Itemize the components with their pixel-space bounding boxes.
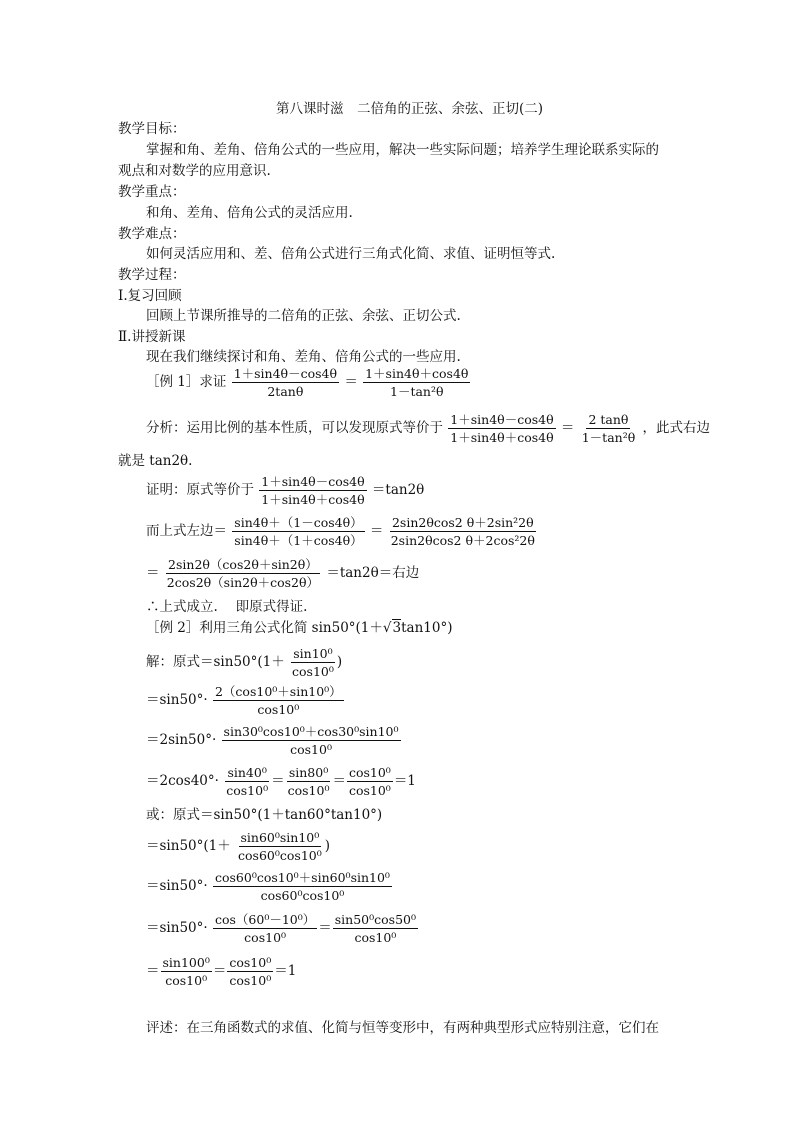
equals-sign: ＝	[146, 963, 160, 979]
new-lesson-heading: Ⅱ.讲授新课	[118, 329, 186, 345]
proof-fraction	[165, 557, 321, 590]
alternative-solution: 或：原式＝sin50°(1＋tan60°tan10°)	[146, 807, 383, 823]
fraction-denominator: cos10⁰	[229, 973, 272, 988]
alt-line-2	[146, 870, 393, 903]
goal-heading: 教学目标：	[118, 121, 186, 137]
fraction-numerator: 2（cos10⁰＋sin10⁰）	[214, 684, 342, 699]
solution-line-2	[146, 684, 345, 717]
difficulty-text: 如何灵活应用和、差、倍角公式进行三角式化简、求值、证明恒等式.	[146, 246, 556, 262]
fraction-numerator: cos10⁰	[348, 765, 391, 780]
example-1-lhs-fraction	[232, 366, 339, 399]
solution-text: )	[336, 654, 343, 670]
example-2-label: ［例 2］利用三角公式化简 sin50°(1＋	[146, 620, 383, 636]
analysis-line	[146, 412, 710, 445]
fraction-denominator: 2cos2θ（sin2θ＋cos2θ）	[166, 575, 320, 590]
solution-text: 解：原式＝sin50°(1＋	[146, 654, 285, 670]
page-title: 第八课时滋 二倍角的正弦、余弦、正切(二)	[276, 101, 544, 117]
review-heading: Ⅰ.复习回顾	[118, 288, 182, 304]
proof-line-2	[146, 515, 538, 548]
fraction-numerator: sin50⁰cos50⁰	[334, 912, 416, 927]
equals-sign: ＝	[271, 773, 285, 789]
example-2-label-tail: tan10°)	[401, 620, 453, 636]
proof-fraction	[232, 515, 364, 548]
proof-text: ＝tan2θ	[371, 482, 425, 498]
fraction-numerator: sin10⁰	[293, 646, 333, 661]
solution-text: ＝1	[393, 773, 416, 789]
fraction-denominator: 1＋sin4θ＋cos4θ	[261, 492, 365, 507]
analysis-text-tail: ，此式右边	[642, 420, 711, 436]
solution-line-4	[146, 765, 416, 798]
fraction-denominator: cos10⁰	[348, 783, 391, 798]
alt-line-4	[146, 955, 296, 988]
solution-text: ＝sin50°·	[146, 878, 208, 894]
solution-text: ＝sin50°·	[146, 920, 208, 936]
fraction-numerator: 1＋sin4θ－cos4θ	[233, 366, 338, 381]
solution-text: ＝sin50°·	[146, 692, 208, 708]
fraction-denominator: cos10⁰	[354, 930, 397, 945]
solution-fraction	[213, 684, 344, 717]
solution-line-3	[146, 724, 402, 757]
solution-text: ＝2sin50°·	[146, 732, 217, 748]
equals-sign: ＝	[560, 420, 575, 436]
fraction-denominator: 2sin2θcos2 θ＋2cos²2θ	[390, 533, 535, 548]
fraction-numerator: cos10⁰	[229, 955, 272, 970]
equals-sign: ＝	[369, 523, 384, 539]
fraction-numerator: sin60⁰sin10⁰	[240, 830, 320, 845]
fraction-denominator: cos10⁰	[290, 742, 332, 757]
fraction-denominator: cos10⁰	[165, 973, 208, 988]
solution-fraction	[224, 765, 270, 798]
solution-fraction	[347, 765, 393, 798]
proof-fraction	[259, 474, 366, 507]
proof-line-3	[146, 557, 419, 590]
equals-sign: ＝	[344, 374, 358, 390]
fraction-denominator: cos10⁰	[257, 702, 300, 717]
process-heading: 教学过程：	[118, 267, 186, 283]
proof-text: 而上式左边＝	[146, 523, 227, 539]
fraction-numerator: 1＋sin4θ－cos4θ	[450, 412, 554, 427]
fraction-numerator: sin100⁰	[162, 955, 210, 970]
proof-line-1	[146, 474, 424, 507]
solution-text: ＝2cos40°·	[146, 773, 219, 789]
example-2-statement	[146, 619, 452, 637]
solution-fraction	[213, 870, 392, 903]
example-1-label: ［例 1］求证	[146, 374, 227, 390]
fraction-denominator: cos10⁰	[244, 930, 287, 945]
analysis-fraction-1	[448, 412, 555, 445]
proof-fraction	[389, 515, 537, 548]
alt-line-3	[146, 912, 419, 945]
fraction-denominator: cos10⁰	[226, 783, 269, 798]
fraction-denominator: 1－tan²θ	[581, 430, 636, 445]
fraction-denominator: cos10⁰	[287, 783, 330, 798]
fraction-denominator: cos60⁰cos10⁰	[260, 888, 345, 903]
solution-fraction	[333, 912, 418, 945]
comment-text: 评述：在三角函数式的求值、化简与恒等变形中，有两种典型形式应特别注意，它们在	[146, 1020, 659, 1036]
proof-text: ＝tan2θ＝右边	[326, 565, 420, 581]
fraction-numerator: 2sin2θ（cos2θ＋sin2θ）	[168, 557, 318, 572]
fraction-denominator: cos10⁰	[292, 664, 334, 679]
solution-fraction	[286, 765, 332, 798]
proof-conclusion: ∴上式成立. 即原式得证.	[146, 599, 308, 615]
goal-text-line-2: 观点和对数学的应用意识.	[118, 163, 271, 179]
sqrt-icon: √	[382, 620, 392, 636]
fraction-denominator: sin4θ＋（1＋cos4θ）	[234, 533, 363, 548]
key-text: 和角、差角、倍角公式的灵活应用.	[146, 205, 353, 221]
analysis-text: 分析：运用比例的基本性质，可以发现原式等价于	[146, 420, 443, 436]
equals-sign: ＝	[332, 773, 346, 789]
example-1-rhs-fraction	[363, 366, 470, 399]
equals-sign: ＝	[146, 565, 160, 581]
solution-line-1	[146, 646, 342, 679]
fraction-denominator: 2tanθ	[267, 384, 304, 399]
analysis-conclusion: 就是 tan2θ.	[118, 453, 193, 469]
fraction-numerator: sin4θ＋（1－cos4θ）	[234, 515, 363, 530]
difficulty-heading: 教学难点：	[118, 226, 186, 242]
new-lesson-text: 现在我们继续探讨和角、差角、倍角公式的一些应用.	[146, 349, 461, 365]
equals-sign: ＝	[318, 920, 332, 936]
fraction-numerator: 2sin2θcos2 θ＋2sin²2θ	[391, 515, 534, 530]
solution-fraction	[236, 830, 324, 863]
equals-sign: ＝	[212, 963, 227, 979]
fraction-numerator: cos60⁰cos10⁰＋sin60⁰sin10⁰	[214, 870, 390, 885]
solution-fraction	[222, 724, 401, 757]
sqrt-radicand: 3	[392, 620, 402, 636]
solution-fraction	[227, 955, 273, 988]
solution-fraction	[290, 646, 336, 679]
fraction-denominator: 1＋sin4θ＋cos4θ	[450, 430, 554, 445]
fraction-numerator: 2 tanθ	[588, 412, 629, 427]
example-1-statement	[146, 366, 471, 399]
solution-text: ＝1	[274, 963, 297, 979]
fraction-numerator: sin30⁰cos10⁰＋cos30⁰sin10⁰	[223, 724, 399, 739]
fraction-denominator: 1－tan²θ	[390, 384, 444, 399]
fraction-numerator: sin40⁰	[227, 765, 267, 780]
solution-fraction	[213, 912, 317, 945]
solution-text: ＝sin50°(1＋	[146, 838, 231, 854]
alt-line-1	[146, 830, 330, 863]
review-text: 回顾上节课所推导的二倍角的正弦、余弦、正切公式.	[146, 308, 461, 324]
key-heading: 教学重点：	[118, 184, 186, 200]
fraction-numerator: 1＋sin4θ－cos4θ	[261, 474, 365, 489]
solution-text: )	[324, 838, 331, 854]
fraction-numerator: 1＋sin4θ＋cos4θ	[365, 366, 469, 381]
analysis-fraction-2	[580, 412, 638, 445]
proof-text: 证明：原式等价于	[146, 482, 254, 498]
solution-fraction	[161, 955, 212, 988]
fraction-numerator: sin80⁰	[288, 765, 329, 780]
fraction-numerator: cos（60⁰－10⁰）	[214, 912, 316, 927]
goal-text-line-1: 掌握和角、差角、倍角公式的一些应用，解决一些实际问题；培养学生理论联系实际的	[146, 142, 659, 158]
fraction-denominator: cos60⁰cos10⁰	[238, 848, 322, 863]
